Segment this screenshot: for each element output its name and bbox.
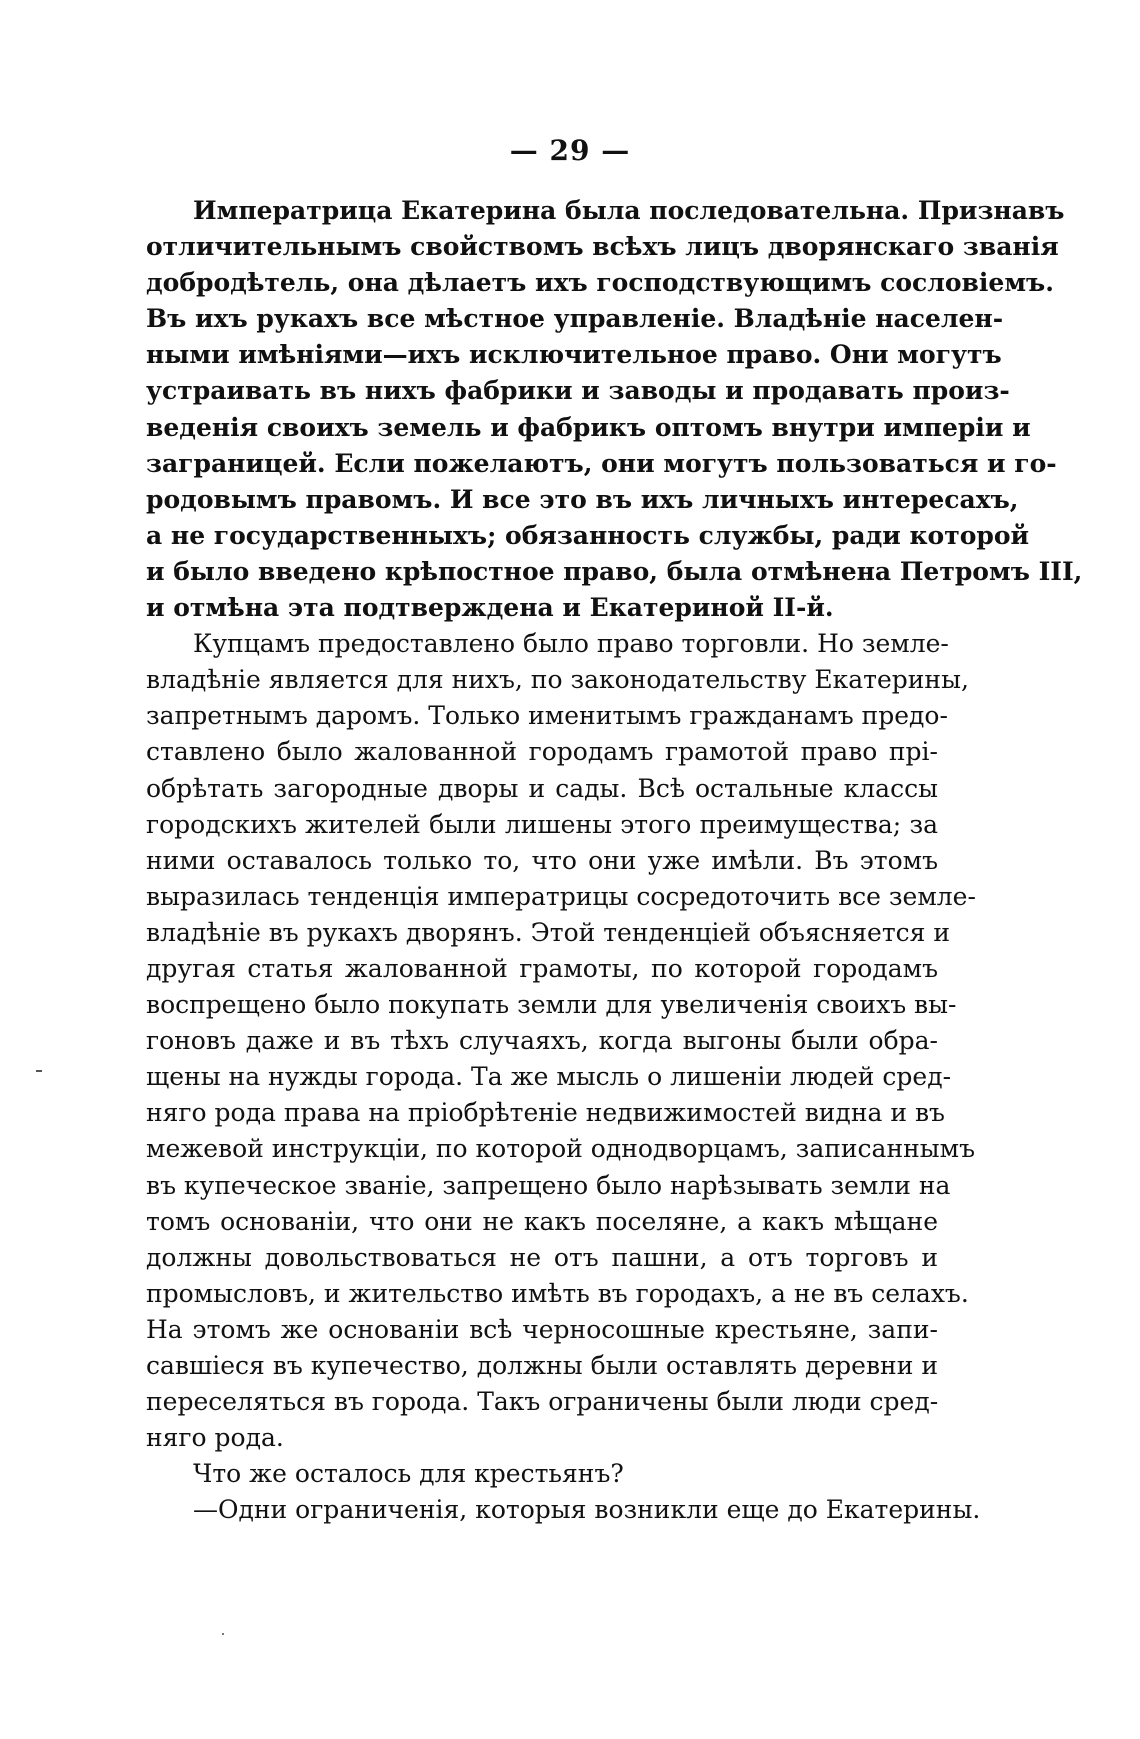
text-line: и было введено крѣпостное право, была отмѣнена Петромъ III, [146, 556, 1083, 586]
page-number: — 29 — [509, 134, 631, 167]
text-line: а не государственныхъ; обязанность службы, ради которой [146, 520, 1030, 550]
text-line: гоновъ даже и въ тѣхъ случаяхъ, когда выгоны были обра- [146, 1026, 938, 1056]
text-line: запретнымъ даромъ. Только именитымъ гражданамъ предо- [146, 701, 948, 731]
text-line: выразилась тенденція императрицы сосредоточить все земле- [146, 881, 976, 911]
paragraph-3 [146, 1456, 938, 1492]
margin-mark [36, 1070, 42, 1072]
text-line: Что же осталось для крестьянъ? [193, 1459, 624, 1489]
text-line: устраивать въ нихъ фабрики и заводы и продавать произ- [146, 376, 1010, 406]
text-line: няго рода. [146, 1423, 284, 1453]
text-line: родовымъ правомъ. И все это въ ихъ личныхъ интересахъ, [146, 484, 1019, 514]
text-line: ставлено было жалованной городамъ грамотой право прі- [146, 737, 938, 767]
text-line: промысловъ, и жительство имѣть въ городахъ, а не въ селахъ. [146, 1278, 969, 1308]
text-line: владѣніе является для нихъ, по законодательству Екатерины, [146, 665, 969, 695]
text-line: обрѣтать загородные дворы и сады. Всѣ остальные классы [146, 773, 938, 803]
text-line: ними оставалось только то, что они уже имѣли. Въ этомъ [146, 845, 938, 875]
text-line: веденія своихъ земель и фабрикъ оптомъ внутри имперіи и [146, 412, 1031, 442]
text-line: На этомъ же основаніи всѣ черносошные крестьяне, запи- [146, 1314, 938, 1344]
text-line: Купцамъ предоставлено было право торговли. Но земле- [193, 629, 949, 659]
text-line: савшіеся въ купечество, должны были оставлять деревни и [146, 1351, 938, 1380]
body-text [146, 193, 1083, 1528]
paragraph-2 [146, 626, 976, 1456]
text-line: владѣніе въ рукахъ дворянъ. Этой тенденціей объясняется и [146, 917, 951, 947]
paragraph-1 [146, 193, 1083, 626]
text-line: въ купеческое званіе, запрещено было нарѣзывать земли на [146, 1170, 951, 1200]
text-line: ными имѣніями—ихъ исключительное право. Они могутъ [146, 340, 1002, 370]
text-line: добродѣтель, она дѣлаетъ ихъ господствующимъ сословіемъ. [146, 268, 1054, 298]
text-line: другая статья жалованной грамоты, по которой городамъ [146, 953, 938, 983]
paragraph-4 [146, 1492, 981, 1528]
text-line: городскихъ жителей были лишены этого преимущества; за [146, 809, 938, 839]
text-line: и отмѣна эта подтверждена и Екатериной II-й. [146, 593, 834, 623]
text-line: томъ основаніи, что они не какъ поселяне, а какъ мѣщане [146, 1206, 938, 1236]
text-line: переселяться въ города. Такъ ограничены были люди сред- [146, 1387, 939, 1417]
text-line: воспрещено было покупать земли для увеличенія своихъ вы- [146, 990, 957, 1020]
text-line: должны довольствоваться не отъ пашни, а отъ торговъ и [146, 1242, 938, 1272]
text-line: щены на нужды города. Та же мысль о лишеніи людей сред- [146, 1062, 952, 1092]
text-line: няго рода права на пріобрѣтеніе недвижимостей видна и въ [146, 1098, 945, 1128]
text-line: межевой инструкціи, по которой однодворцамъ, записаннымъ [146, 1134, 976, 1164]
text-line: Императрица Екатерина была последовательна. Признавъ [193, 196, 1065, 225]
text-line: отличительнымъ свойствомъ всѣхъ лицъ дворянскаго званія [146, 232, 1059, 262]
speck [222, 1633, 224, 1635]
text-line: —Одни ограниченія, которыя возникли еще до Екатерины. [193, 1495, 981, 1525]
text-line: Въ ихъ рукахъ все мѣстное управленіе. Владѣніе населен- [146, 304, 1004, 334]
text-line: заграницей. Если пожелаютъ, они могутъ пользоваться и го- [146, 448, 1057, 478]
